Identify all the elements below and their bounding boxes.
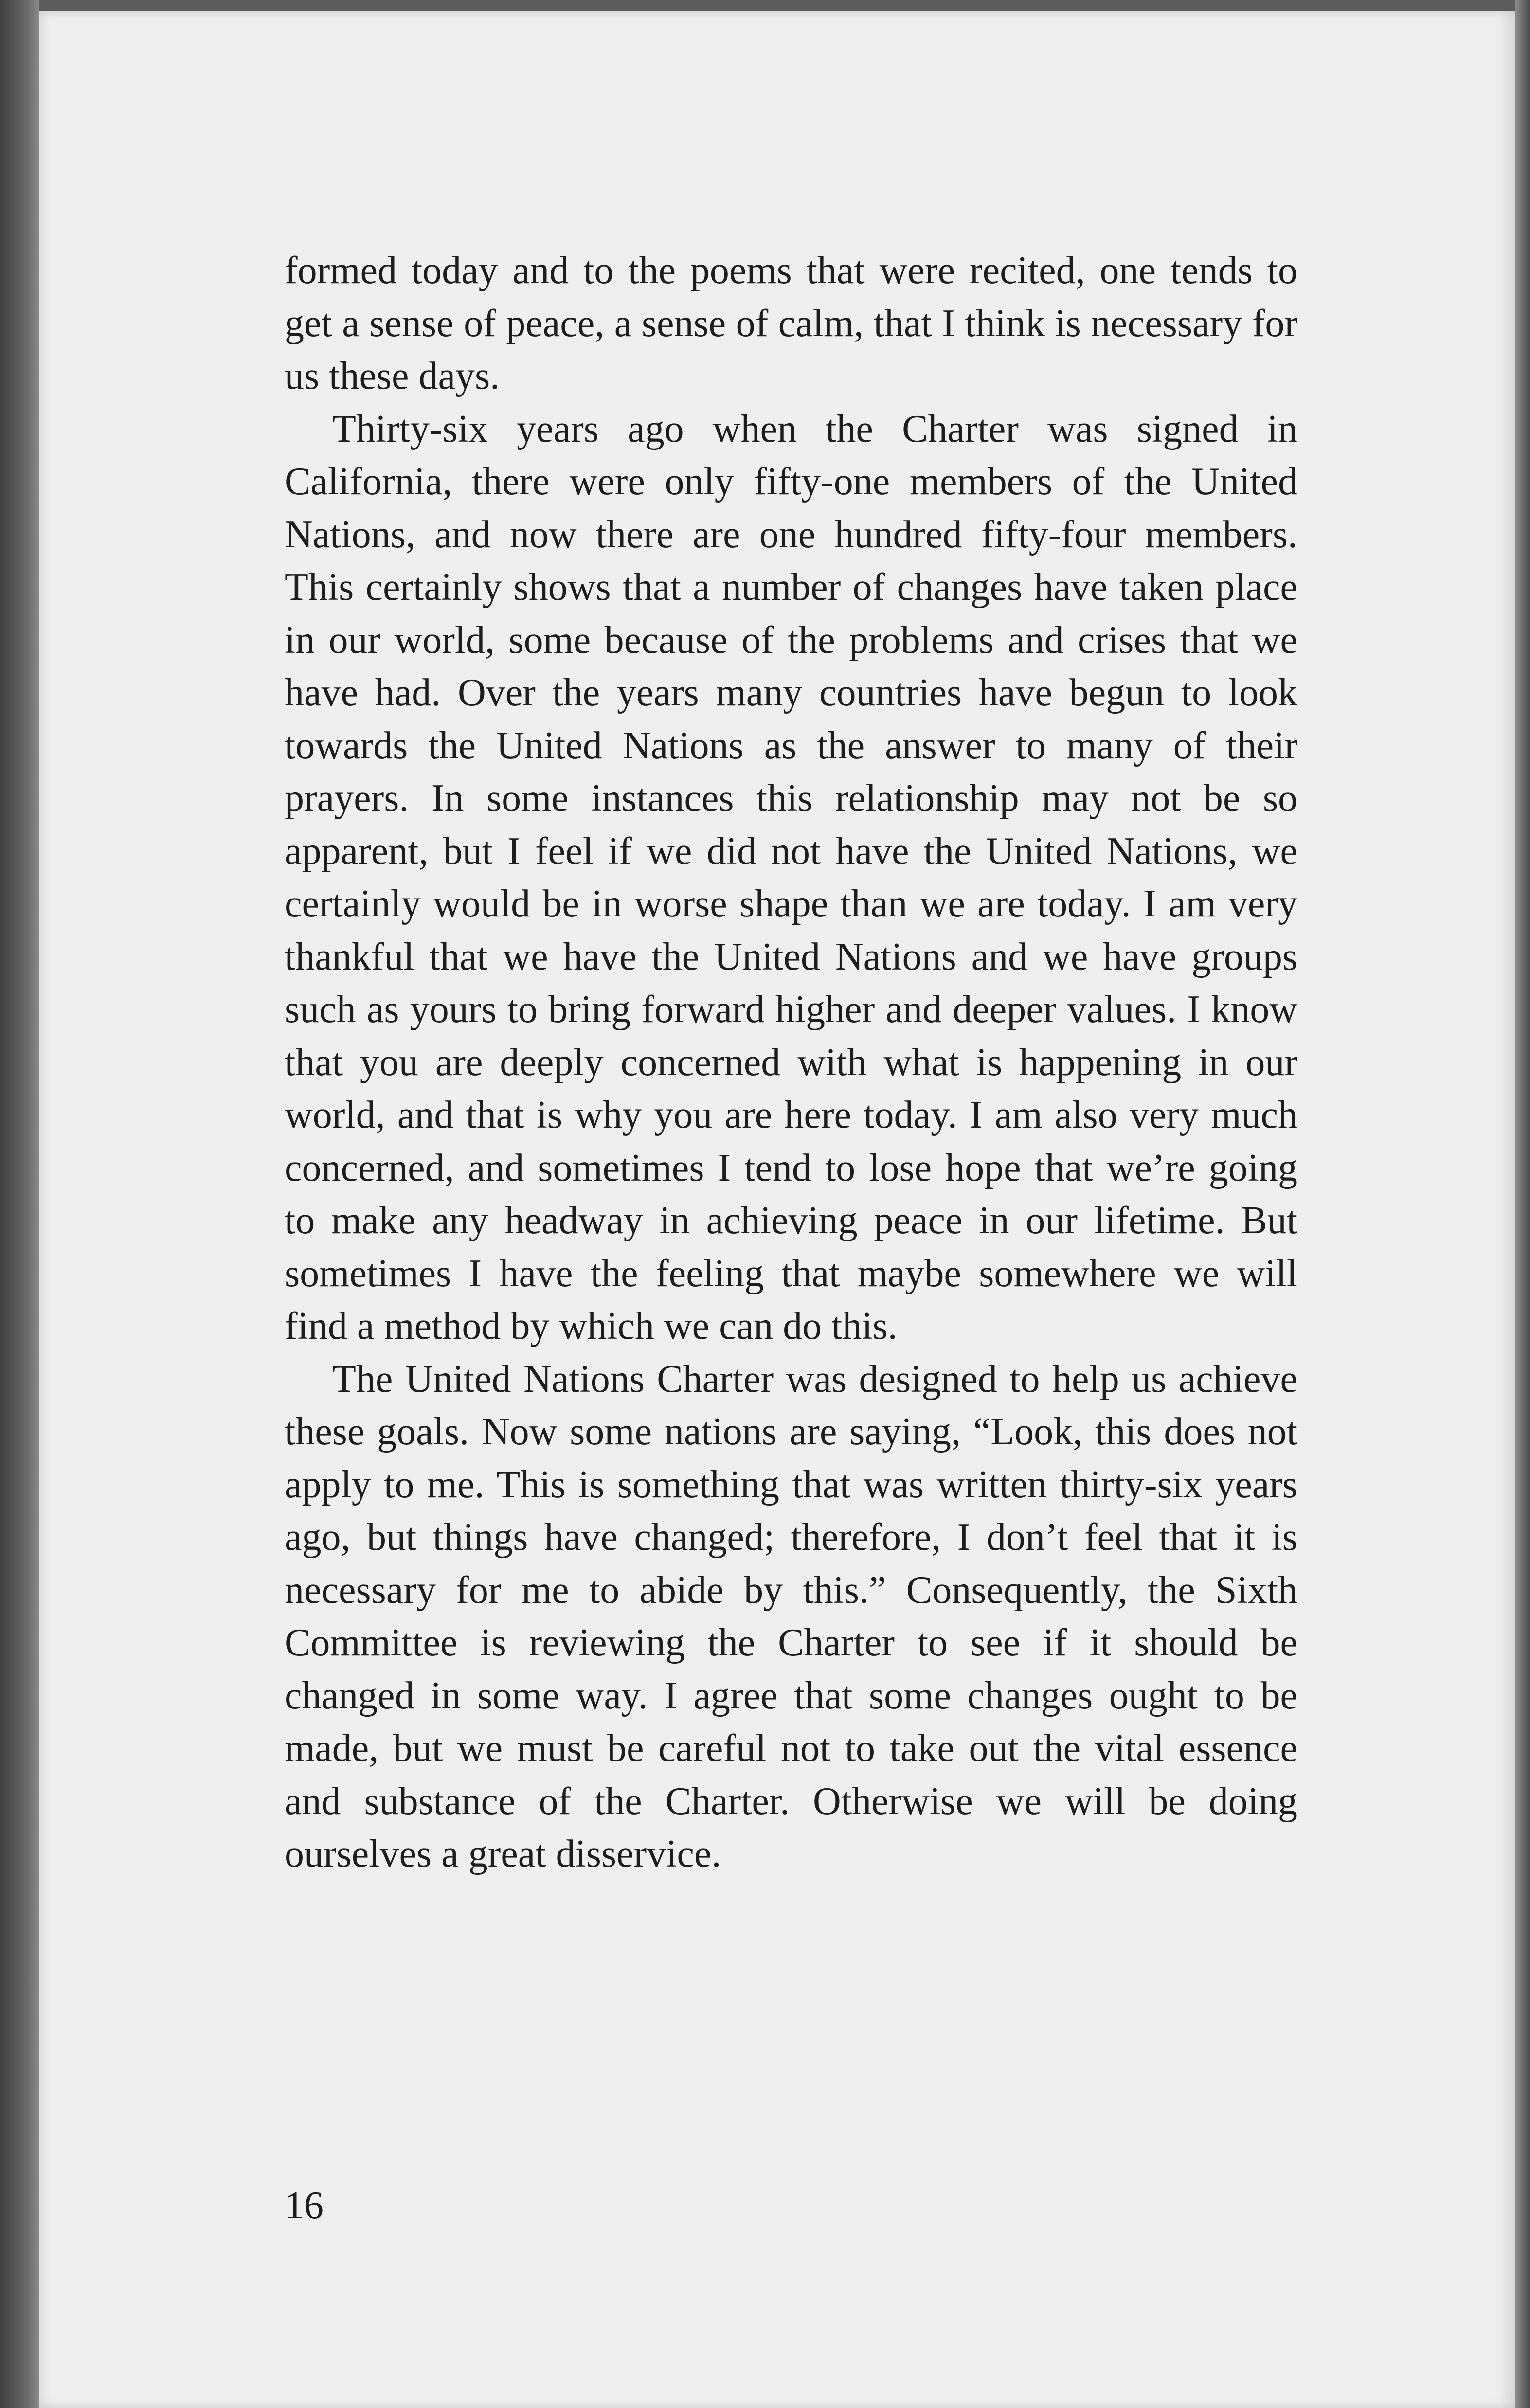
scan-right-edge <box>1515 0 1530 2408</box>
page-number: 16 <box>285 2184 324 2227</box>
page-body-text <box>285 244 1297 1881</box>
paragraph-3: The United Nations Charter was designed to help us achieve these goals. Now some nations are saying, “Look, this does not apply to me. This is something that was written thirty-six years ago, but things have changed; therefore, I don’t feel that it is necessary for me to abide by this.” Consequently, the Sixth Committee is reviewing the Charter to see if it should be changed in some way. I agree that some changes ought to be made, but we must be careful not to take out the vital essence and substance of the Charter. Otherwise we will be doing ourselves a great disservice. <box>285 1357 1297 1875</box>
paragraph-1: formed today and to the poems that were recited, one tends to get a sense of peace, a sense of calm, that I think is necessary for us these days. <box>285 249 1297 397</box>
scan-left-edge <box>0 0 39 2408</box>
paragraph-2: Thirty-six years ago when the Charter was signed in California, there were only fifty-one members of the United Nations, and now there are one hundred fifty-four members. This certainly shows that a number of changes have taken place in our world, some because of the problems and crises that we have had. Over the years many countries have begun to look towards the United Nations as the answer to many of their prayers. In some instances this relationship may not be so apparent, but I feel if we did not have the United Nations, we certainly would be in worse shape than we are today. I am very thankful that we have the United Nations and we have groups such as yours to bring forward higher and deeper values. I know that you are deeply concerned with what is happening in our world, and that is why you are here today. I am also very much concerned, and sometimes I tend to lose hope that we’re going to make any headway in achieving peace in our lifetime. But sometimes I have the feeling that maybe somewhere we will find a method by which we can do this. <box>285 407 1297 1348</box>
book-page <box>39 11 1515 2408</box>
